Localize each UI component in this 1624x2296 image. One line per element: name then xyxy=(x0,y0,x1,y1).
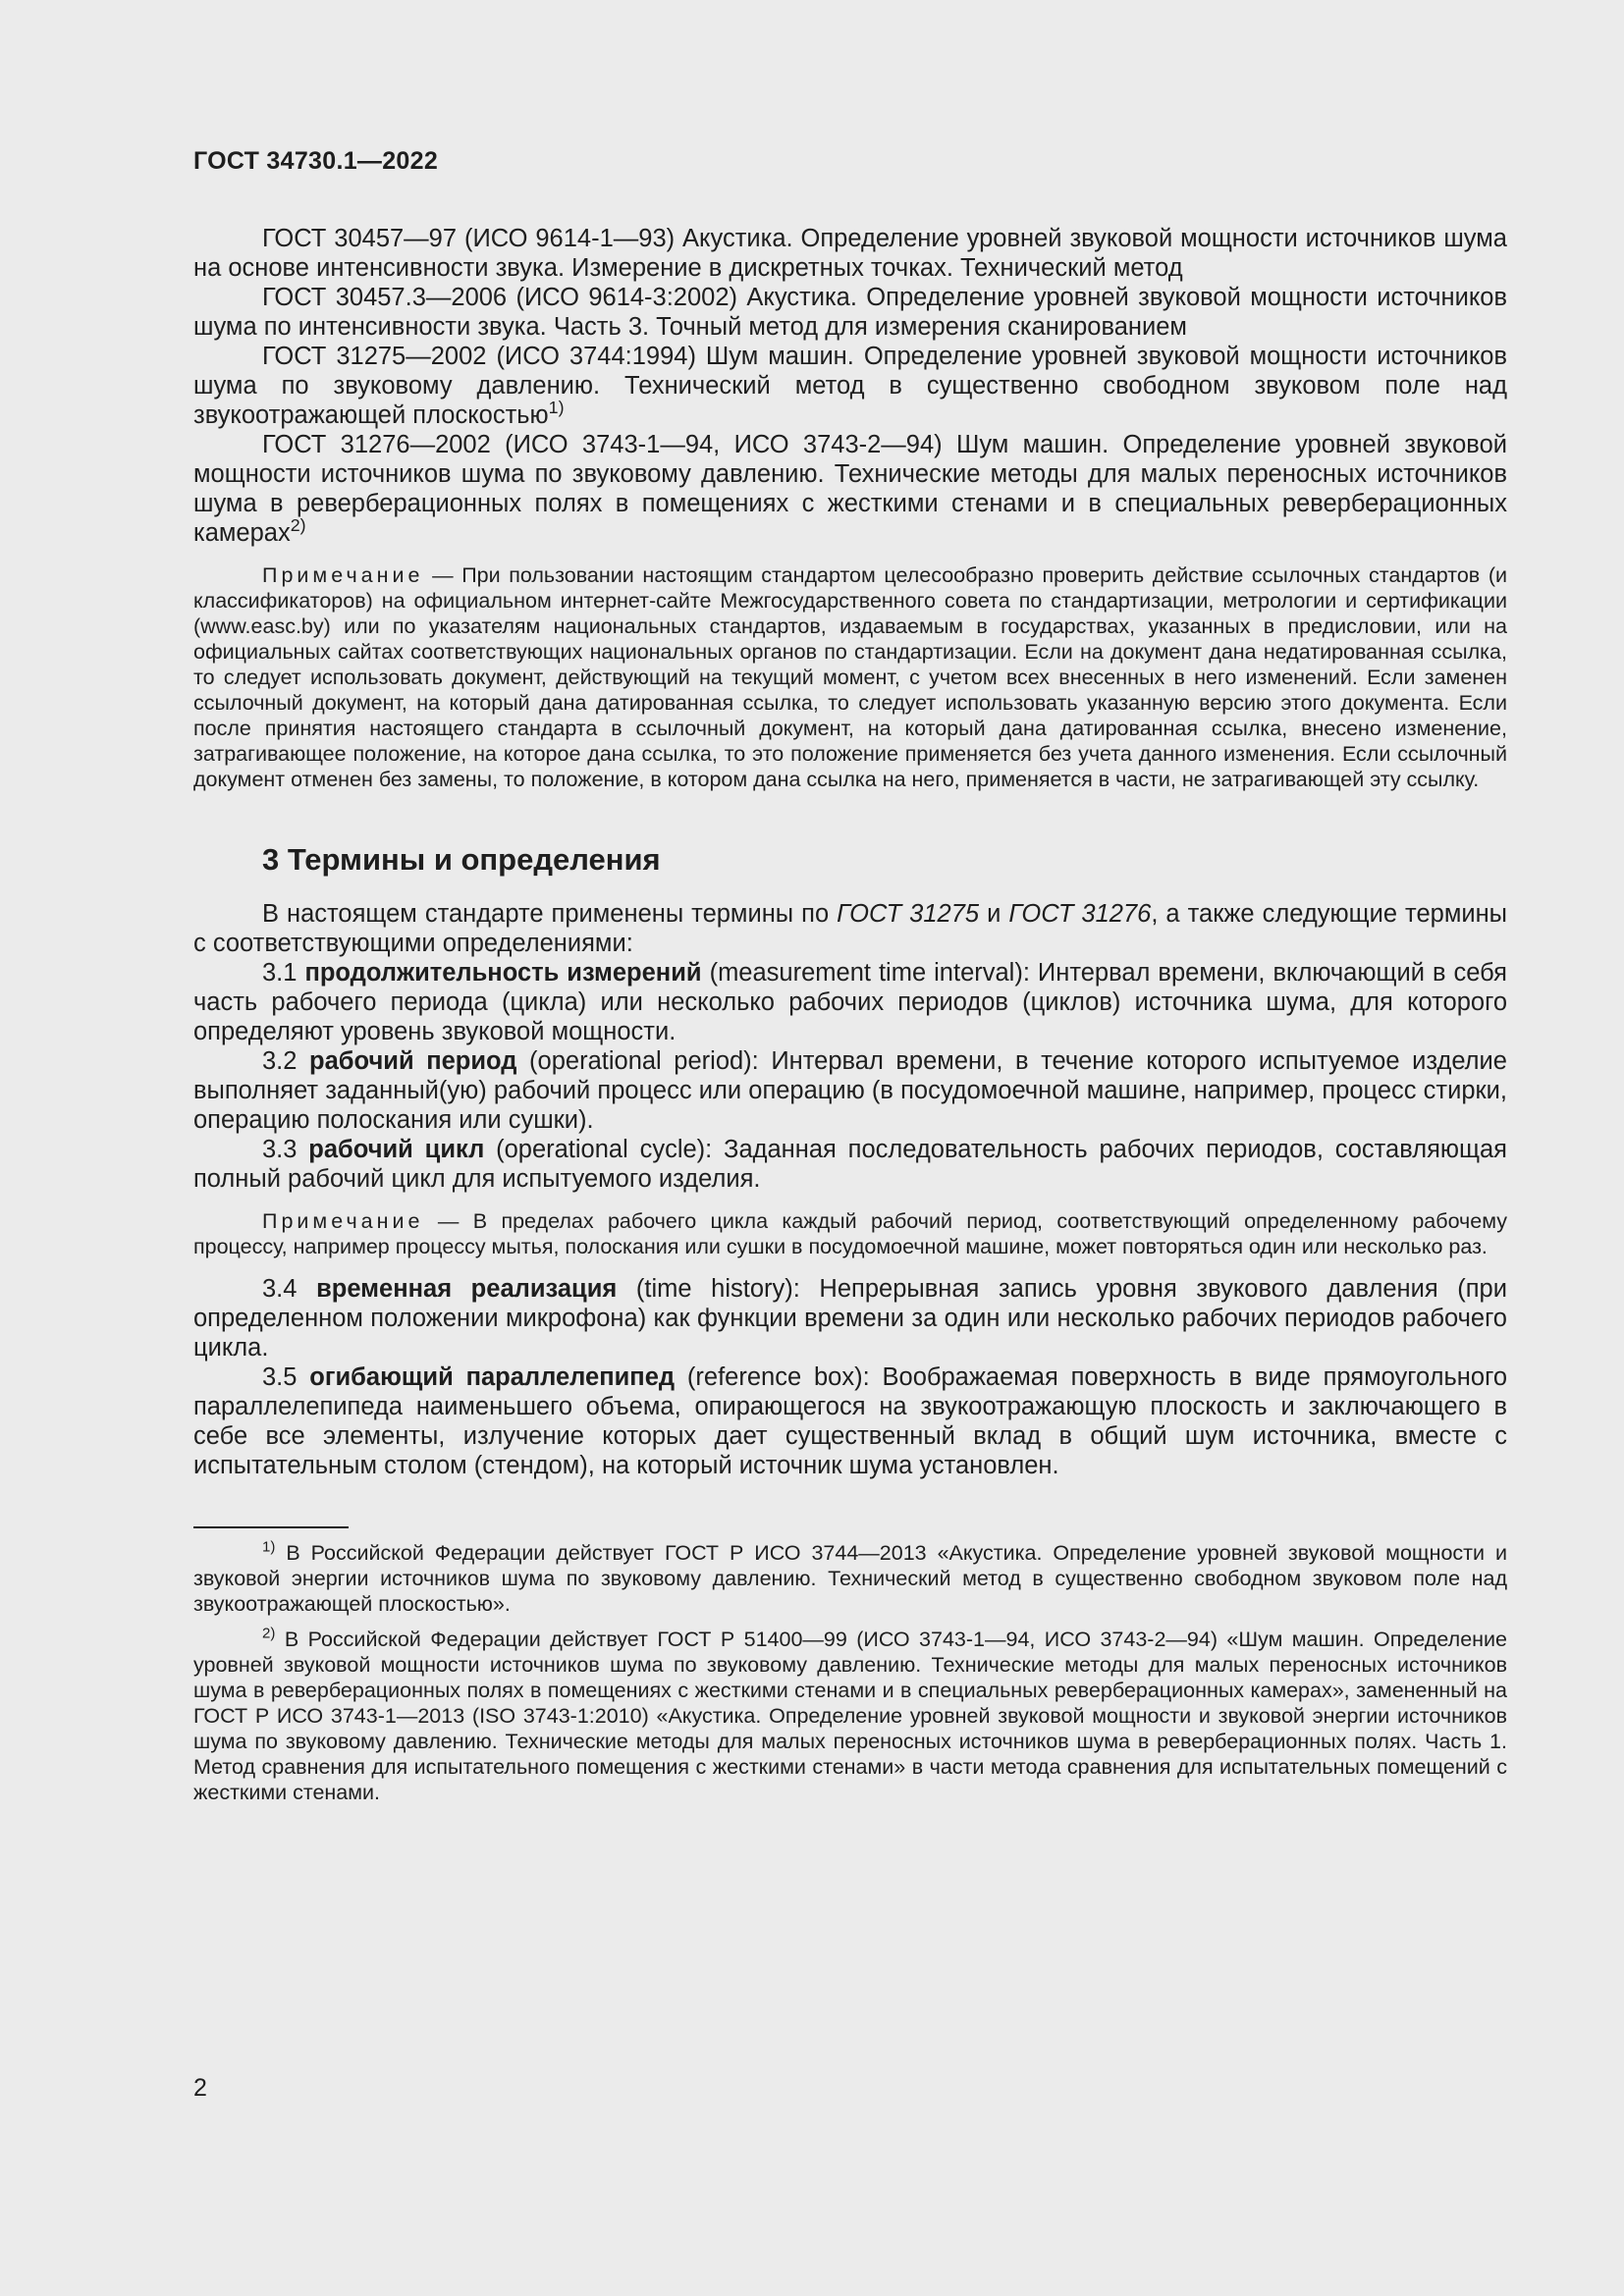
term-number: 3.5 xyxy=(262,1363,310,1391)
term-name: временная реализация xyxy=(316,1275,618,1303)
term-definition xyxy=(193,1274,1507,1362)
note-label: Примечание xyxy=(262,1209,424,1233)
reference-text: ГОСТ 31275—2002 (ИСО 3744:1994) Шум машин. Определение уровней звуковой мощности источников шума по звуковому давлению. Технический метод в существенно свободном звуковом поле над звукоотражающей плоскостью xyxy=(193,343,1507,429)
page-number: 2 xyxy=(193,2074,207,2102)
term-number: 3.1 xyxy=(262,959,305,987)
term-text: (reference box): Воображаемая поверхность в виде прямоугольного параллелепипеда наименьшего объема, опирающегося на звукоотражающую плоскость и заключающего в себе все элементы, излучение которых дает существенный вклад в общий шум источника, вместе с испытательным столом (стендом), на который источник шума установлен. xyxy=(193,1363,1507,1479)
intro-text: В настоящем стандарте применены термины по xyxy=(262,900,838,928)
reference-text: ГОСТ 30457—97 (ИСО 9614-1—93) Акустика. Определение уровней звуковой мощности источников шума на основе интенсивности звука. Измерение в дискретных точках. Технический метод xyxy=(193,225,1507,282)
footnote-text: В Российской Федерации действует ГОСТ Р ИСО 3744—2013 «Акустика. Определение уровней звуковой мощности и звуковой энергии источников шума по звуковому давлению. Технический метод в существенно свободном звуковом поле над звукоотражающей плоскостью». xyxy=(193,1541,1507,1616)
term-definition xyxy=(193,1046,1507,1135)
standard-reference: ГОСТ 31276 xyxy=(1008,900,1152,928)
term-definition xyxy=(193,1362,1507,1480)
reference-text: ГОСТ 30457.3—2006 (ИСО 9614-3:2002) Акустика. Определение уровней звуковой мощности источников шума по интенсивности звука. Часть 3. Точный метод для измерения сканированием xyxy=(193,284,1507,341)
footnote-mark: 2) xyxy=(262,1625,276,1642)
reference-entry xyxy=(193,283,1507,342)
footnote-separator xyxy=(193,1526,349,1528)
footnote-mark: 1) xyxy=(262,1538,276,1556)
reference-text: ГОСТ 31276—2002 (ИСО 3743-1—94, ИСО 3743-2—94) Шум машин. Определение уровней звуковой мощности источников шума по звуковому давлению. Технические методы для малых переносных источников шума в реверберационных полях в помещениях с жесткими стенами и в специальных реверберационных камерах xyxy=(193,431,1507,547)
section-intro xyxy=(193,899,1507,958)
term-number: 3.2 xyxy=(262,1047,310,1075)
term-text: (measurement time interval): Интервал времени, включающий в себя часть рабочего периода (цикла) или несколько рабочих периодов (циклов) источника шума, для которого определяют уровень звуковой мощности. xyxy=(193,959,1507,1045)
reference-entry xyxy=(193,430,1507,548)
term-name: рабочий период xyxy=(309,1047,517,1075)
standard-reference: ГОСТ 31275 xyxy=(837,900,980,928)
section-heading: 3 Термины и определения xyxy=(262,842,661,877)
term-name: огибающий параллелепипед xyxy=(309,1363,676,1391)
note-text: — При пользовании настоящим стандартом целесообразно проверить действие ссылочных стандартов (и классификаторов) на официальном интернет-сайте Межгосударственного совета по стандартизации, метрологии и сертификации (www.easc.by) или по указателям национальных стандартов, издаваемым в государствах, указанных в предисловии, или на официальных сайтах соответствующих национальных органов по стандартизации. Если на документ дана недатированная ссылка, то следует использовать документ, действующий на текущий момент, с учетом всех внесенных в него изменений. Если заменен ссылочный документ, на который дана датированная ссылка, то следует использовать указанную версию этого документа. Если после принятия настоящего стандарта в ссылочный документ, на который дана датированная ссылка, внесено изменение, затрагивающее положение, на которое дана ссылка, то это положение применяется без учета данного изменения. Если ссылочный документ отменен без замены, то положение, в котором дана ссылка на него, применяется в части, не затрагивающей эту ссылку. xyxy=(193,563,1507,791)
term-name: продолжительность измерений xyxy=(304,959,702,987)
term-number: 3.4 xyxy=(262,1275,317,1303)
footnote-mark: 1) xyxy=(548,398,565,418)
term-number: 3.3 xyxy=(262,1136,309,1163)
term-text: (operational cycle): Заданная последовательность рабочих периодов, составляющая полный рабочий цикл для испытуемого изделия. xyxy=(193,1136,1507,1193)
document-body xyxy=(193,224,1507,1805)
intro-text: , а также следующие термины с соответствующими определениями: xyxy=(193,900,1507,957)
footnote-text: В Российской Федерации действует ГОСТ Р 51400—99 (ИСО 3743-1—94, ИСО 3743-2—94) «Шум машин. Определение уровней звуковой мощности источников шума по звуковому давлению. Технические методы для малых переносных источников шума в реверберационных полях в помещениях с жесткими стенами и в специальных реверберационных камерах», замененный на ГОСТ Р ИСО 3743-1—2013 (ISO 3743-1:2010) «Акустика. Определение уровней звуковой мощности и звуковой энергии источников шума по звуковому давлению. Технические методы для малых переносных источников шума в реверберационных полях. Часть 1. Метод сравнения для испытательного помещения с жесткими стенами» в части метода сравнения для испытательных помещений с жесткими стенами. xyxy=(193,1628,1507,1804)
note-text: — В пределах рабочего цикла каждый рабочий период, соответствующий определенному рабочему процессу, например процессу мытья, полоскания или сушки в посудомоечной машине, может повторяться один или несколько раз. xyxy=(193,1209,1507,1258)
reference-entry xyxy=(193,224,1507,283)
note-paragraph xyxy=(193,1208,1507,1259)
note-label: Примечание xyxy=(262,563,424,587)
term-text: (operational period): Интервал времени, в течение которого испытуемое изделие выполняет заданный(ую) рабочий процесс или операцию (в посудомоечной машине, например, процесс стирки, операцию полоскания или сушки). xyxy=(193,1047,1507,1134)
intro-text: и xyxy=(979,900,1009,928)
term-definition xyxy=(193,1135,1507,1194)
note-paragraph xyxy=(193,562,1507,792)
term-name: рабочий цикл xyxy=(308,1136,485,1163)
footnote-mark: 2) xyxy=(290,515,306,536)
footnote xyxy=(193,1627,1507,1805)
footnote xyxy=(193,1540,1507,1617)
term-definition xyxy=(193,958,1507,1046)
term-text: (time history): Непрерывная запись уровня звукового давления (при определенном положении микрофона) как функции времени за один или несколько рабочих периодов рабочего цикла. xyxy=(193,1275,1507,1362)
reference-entry xyxy=(193,342,1507,430)
document-code-header: ГОСТ 34730.1—2022 xyxy=(193,147,439,175)
